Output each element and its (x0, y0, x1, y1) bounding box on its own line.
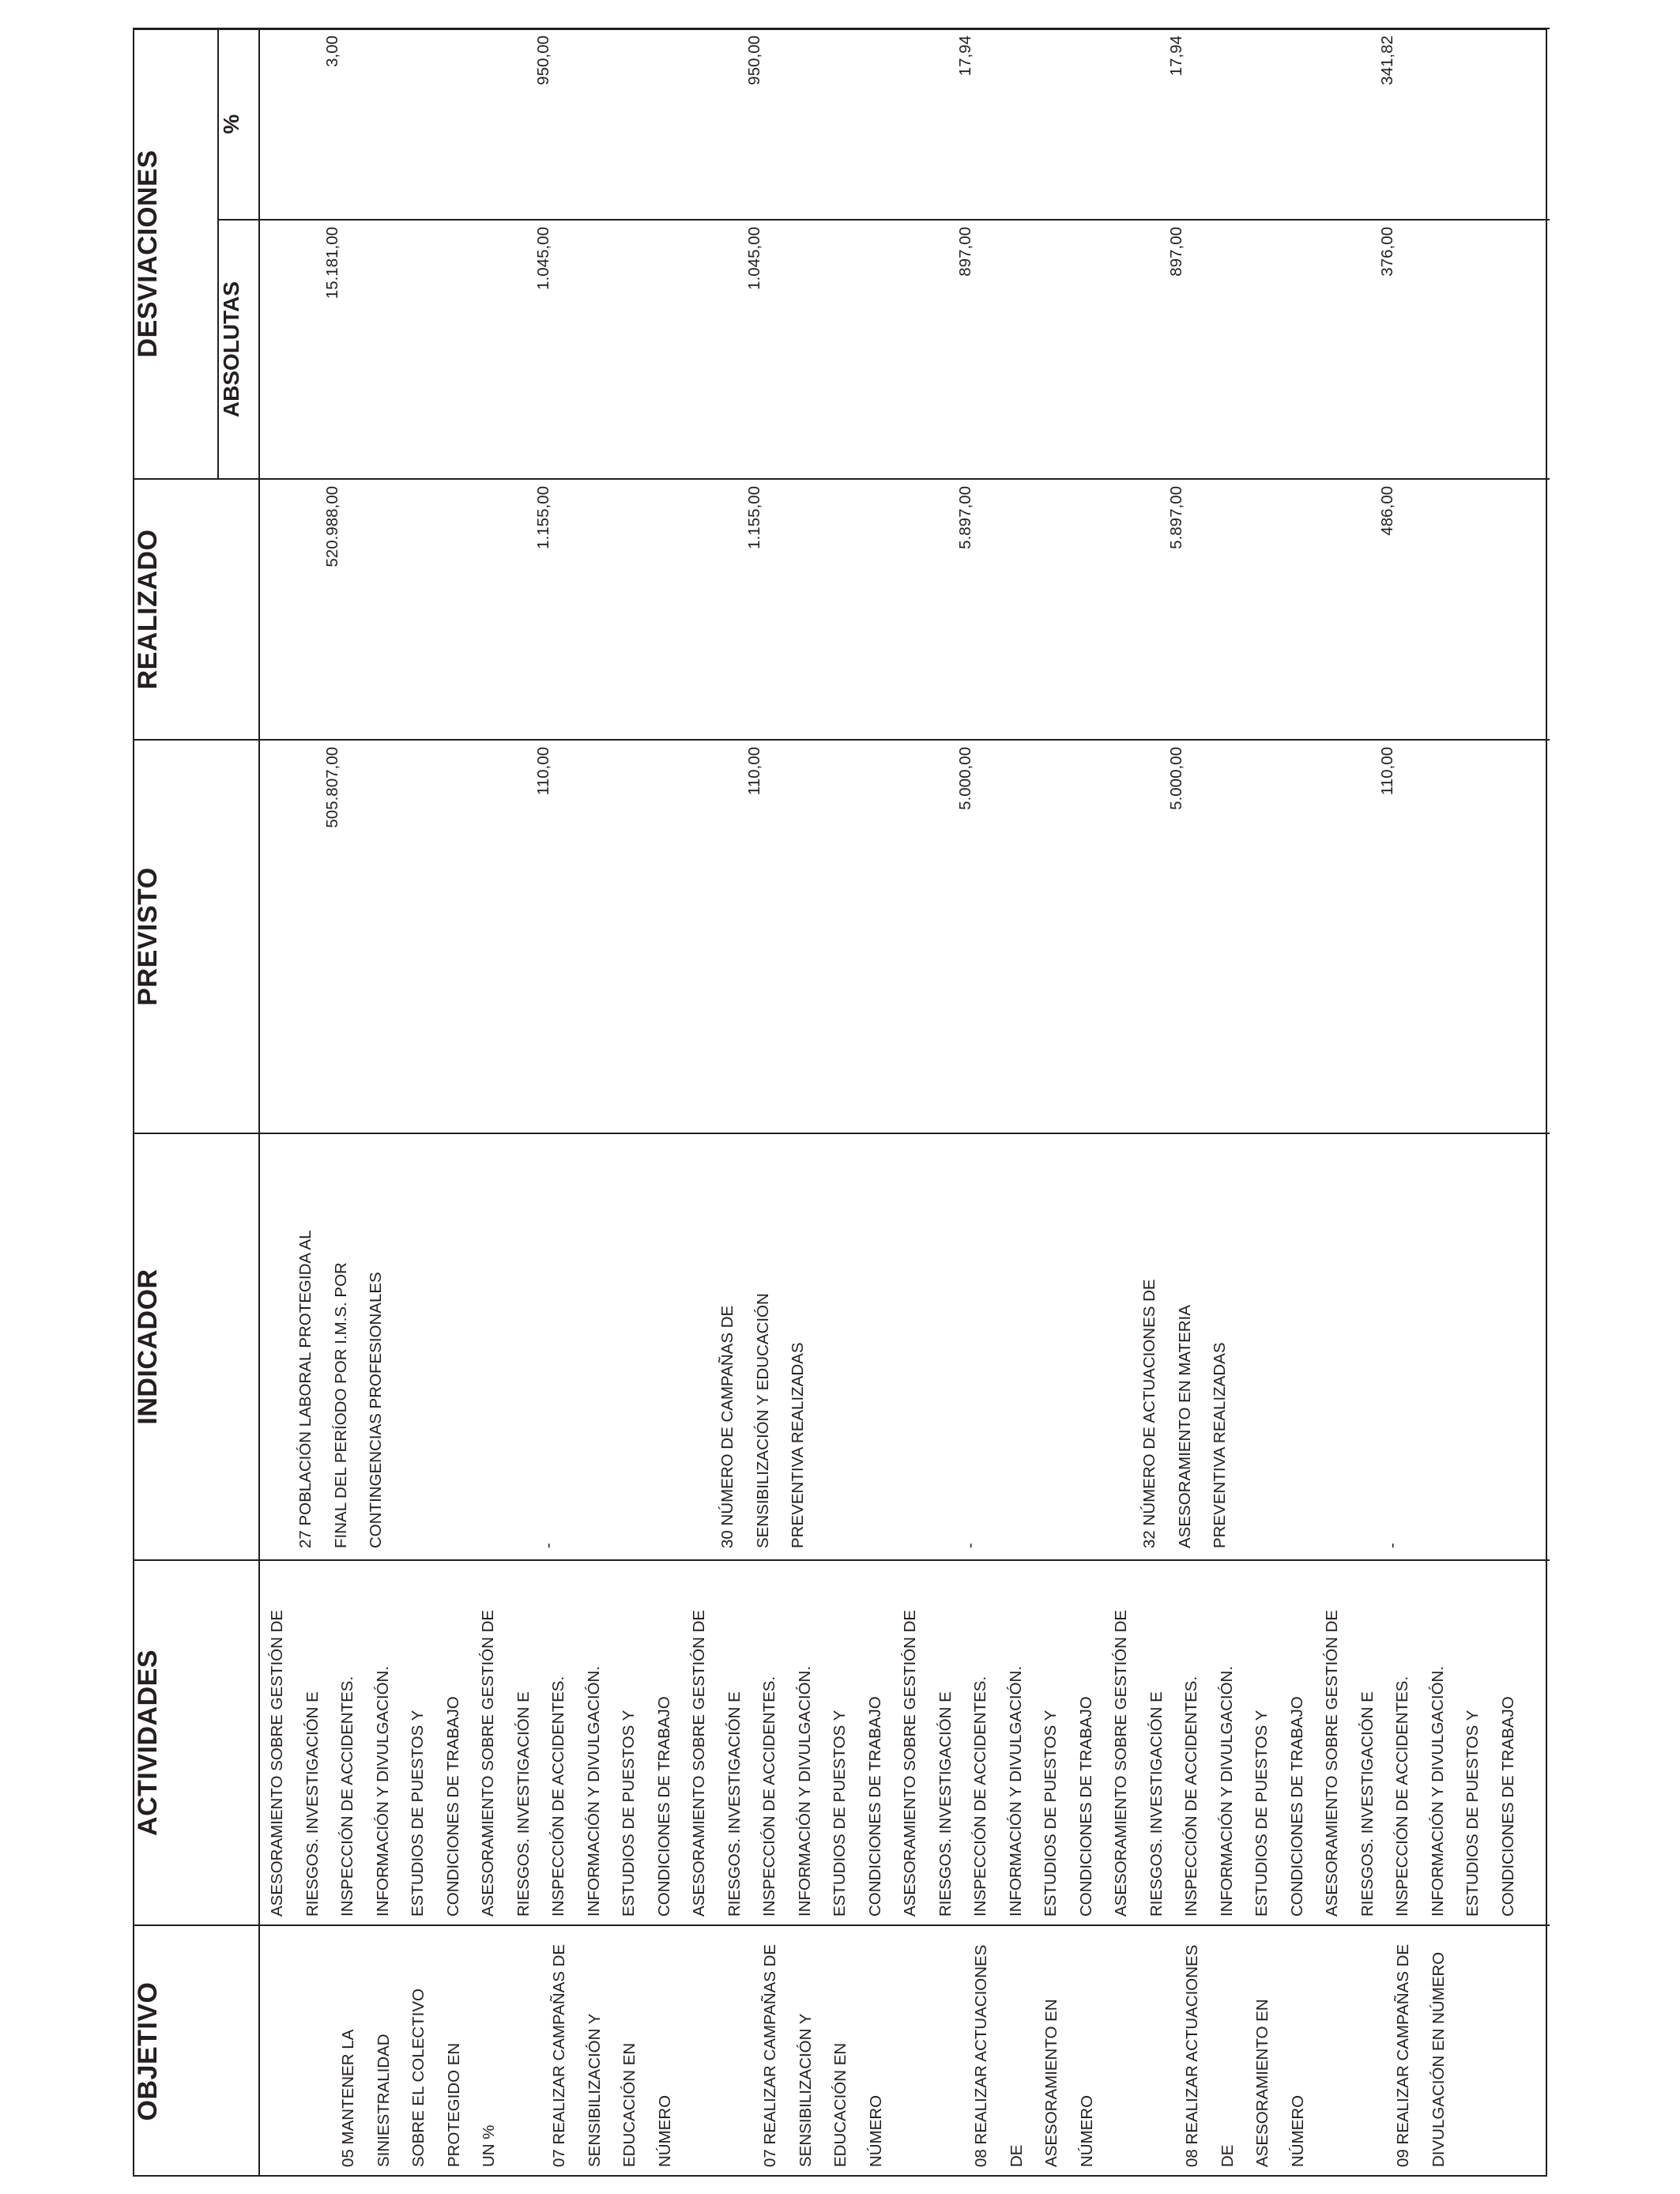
header-porcentaje: % (218, 28, 259, 220)
absolutas-value: 376,00 (1378, 227, 1396, 277)
porcentaje-value: 17,94 (956, 35, 974, 77)
indicador-column (259, 1133, 1550, 1560)
absolutas-value: 1.045,00 (745, 227, 763, 290)
realizado-value: 1.155,00 (534, 486, 552, 549)
previsto-value: 110,00 (1378, 747, 1396, 796)
indicador-cell: - (1383, 1543, 1401, 1548)
indicador-cell: 32 NÚMERO DE ACTUACIONES DE ASESORAMIENTO EN MATERIA PREVENTIVA REALIZADAS (1140, 1279, 1229, 1548)
indicador-cell: - (961, 1543, 979, 1548)
header-actividades: ACTIVIDADES (133, 1560, 259, 1925)
previsto-value: 110,00 (745, 747, 763, 796)
header-desviaciones: DESVIACIONES (133, 28, 218, 479)
header-objetivo: OBJETIVO (133, 1925, 259, 2177)
realizado-value: 1.155,00 (745, 486, 763, 549)
indicador-cell: 30 NÚMERO DE CAMPAÑAS DE SENSIBILIZACIÓN Y EDUCACIÓN PREVENTIVA REALIZADAS (718, 1293, 807, 1548)
absolutas-value: 897,00 (956, 227, 974, 277)
actividades-cell: ASESORAMIENTO SOBRE GESTIÓN DE RIESGOS. INVESTIGACIÓN E INSPECCIÓN DE ACCIDENTES. INFORMACIÓN Y DIVULGACIÓN. ESTUDIOS DE PUESTOS Y CONDICIONES DE TRABAJO (1323, 1609, 1517, 1917)
previsto-value: 5.000,00 (956, 747, 974, 810)
indicador-cell: 27 POBLACIÓN LABORAL PROTEGIDA AL FINAL DEL PERÍODO POR I.M.S. POR CONTINGENCIAS PROFESIONALES (296, 1230, 385, 1548)
header-realizado: REALIZADO (133, 479, 259, 740)
absolutas-column (259, 220, 1550, 479)
realizado-value: 5.897,00 (1167, 486, 1185, 549)
porcentaje-value: 341,82 (1378, 35, 1396, 85)
indicador-cell: - (539, 1543, 557, 1548)
actividades-column (259, 1560, 1550, 1925)
realizado-column (259, 479, 1550, 740)
previsto-value: 110,00 (534, 747, 552, 796)
absolutas-value: 897,00 (1167, 227, 1185, 277)
previsto-value: 505.807,00 (323, 747, 341, 828)
porcentaje-value: 3,00 (323, 35, 341, 67)
header-absolutas: ABSOLUTAS (218, 220, 259, 479)
header-row (133, 0, 218, 2177)
porcentaje-value: 950,00 (745, 35, 763, 85)
objetivo-cell: 05 MANTENER LA SINIESTRALIDAD SOBRE EL COLECTIVO PROTEGIDO EN UN % (339, 1989, 498, 2167)
realizado-value: 520.988,00 (323, 486, 341, 567)
realizado-value: 486,00 (1378, 486, 1396, 536)
objetivo-cell: 07 REALIZAR CAMPAÑAS DE SENSIBILIZACIÓN Y EDUCACIÓN EN NÚMERO (550, 1943, 674, 2167)
porcentaje-column (259, 28, 1550, 220)
previsto-value: 5.000,00 (1167, 747, 1185, 810)
actividades-cell: ASESORAMIENTO SOBRE GESTIÓN DE RIESGOS. INVESTIGACIÓN E INSPECCIÓN DE ACCIDENTES. INFORMACIÓN Y DIVULGACIÓN. ESTUDIOS DE PUESTOS Y CONDICIONES DE TRABAJO (1112, 1609, 1306, 1917)
actividades-cell: ASESORAMIENTO SOBRE GESTIÓN DE RIESGOS. INVESTIGACIÓN E INSPECCIÓN DE ACCIDENTES. INFORMACIÓN Y DIVULGACIÓN. ESTUDIOS DE PUESTOS Y CONDICIONES DE TRABAJO (479, 1609, 673, 1917)
actividades-cell: ASESORAMIENTO SOBRE GESTIÓN DE RIESGOS. INVESTIGACIÓN E INSPECCIÓN DE ACCIDENTES. INFORMACIÓN Y DIVULGACIÓN. ESTUDIOS DE PUESTOS Y CONDICIONES DE TRABAJO (268, 1609, 462, 1917)
header-previsto: PREVISTO (133, 740, 259, 1133)
objectives-table (133, 0, 1550, 2177)
table-body (259, 0, 1550, 2177)
porcentaje-value: 17,94 (1167, 35, 1185, 77)
realizado-value: 5.897,00 (956, 486, 974, 549)
actividades-cell: ASESORAMIENTO SOBRE GESTIÓN DE RIESGOS. INVESTIGACIÓN E INSPECCIÓN DE ACCIDENTES. INFORMACIÓN Y DIVULGACIÓN. ESTUDIOS DE PUESTOS Y CONDICIONES DE TRABAJO (901, 1609, 1095, 1917)
absolutas-value: 1.045,00 (534, 227, 552, 290)
objetivo-column (259, 1925, 1550, 2177)
objetivo-cell: 09 REALIZAR CAMPAÑAS DE DIVULGACIÓN EN NÚMERO (1394, 1943, 1448, 2167)
objetivo-cell: 07 REALIZAR CAMPAÑAS DE SENSIBILIZACIÓN Y EDUCACIÓN EN NÚMERO (761, 1943, 885, 2167)
previsto-column (259, 740, 1550, 1133)
porcentaje-value: 950,00 (534, 35, 552, 85)
objetivo-cell: 08 REALIZAR ACTUACIONES DE ASESORAMIENTO EN NÚMERO (1183, 1944, 1307, 2167)
header-indicador: INDICADOR (133, 1133, 259, 1560)
absolutas-value: 15.181,00 (323, 227, 341, 300)
actividades-cell: ASESORAMIENTO SOBRE GESTIÓN DE RIESGOS. INVESTIGACIÓN E INSPECCIÓN DE ACCIDENTES. INFORMACIÓN Y DIVULGACIÓN. ESTUDIOS DE PUESTOS Y CONDICIONES DE TRABAJO (690, 1609, 884, 1917)
objetivo-cell: 08 REALIZAR ACTUACIONES DE ASESORAMIENTO EN NÚMERO (972, 1944, 1096, 2167)
